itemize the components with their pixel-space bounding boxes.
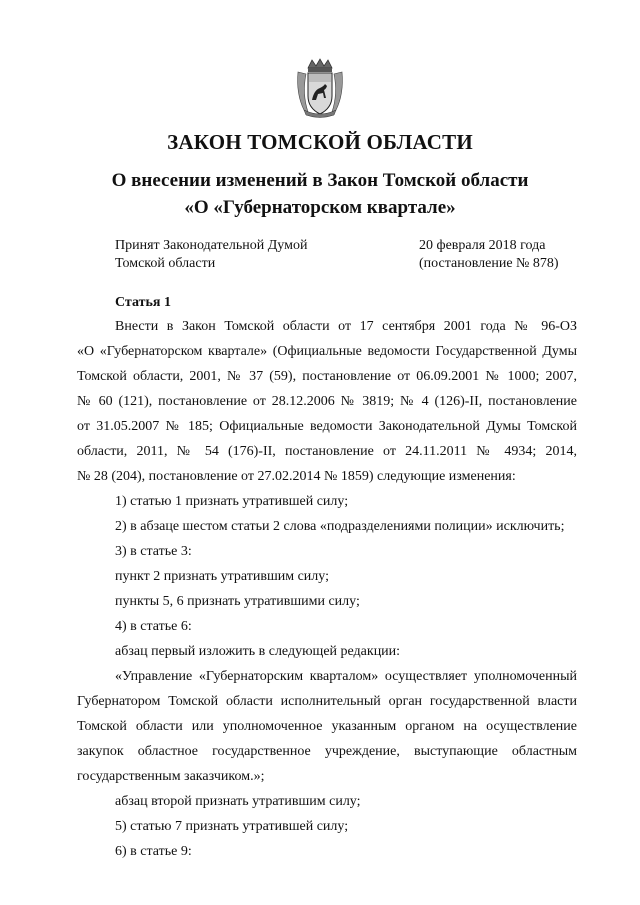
list-item: абзац второй признать утратившим силу; [115,794,361,809]
adoption-date-line-2: (постановление № 878) [419,256,559,271]
coat-of-arms-icon [294,58,346,118]
list-item: пункт 2 признать утратившим силу; [115,569,329,584]
adopted-by-line-1: Принят Законодательной Думой [115,238,308,253]
body-line: Томской области или уполномоченное указанным органом на осуществление [77,719,577,734]
list-item: 6) в статье 9: [115,844,192,859]
body-line: закупок областное государственное учреждение, выступающие областным [77,744,577,759]
list-item: абзац первый изложить в следующей редакции: [115,644,401,659]
list-item: пункты 5, 6 признать утратившими силу; [115,594,360,609]
article-title: Статья 1 [115,295,171,310]
list-item: 2) в абзаце шестом статьи 2 слова «подразделениями полиции» исключить; [115,519,565,534]
subtitle-line-1: О внесении изменений в Закон Томской области [111,170,529,191]
body-line: «Управление «Губернаторским кварталом» осуществляет уполномоченный [115,669,577,684]
list-item: 3) в статье 3: [115,544,192,559]
list-item: 5) статью 7 признать утратившей силу; [115,819,349,834]
body-line: Губернатором Томской области исполнительный орган государственной власти [77,694,577,709]
body-line: области, 2011, № 54 (176)-II, постановление от 24.11.2011 № 4934; 2014, [77,444,577,459]
list-item: 1) статью 1 признать утратившей силу; [115,494,349,509]
adopted-by-line-2: Томской области [115,256,216,271]
body-line: № 28 (204), постановление от 27.02.2014 № 1859) следующие изменения: [77,469,516,484]
body-line: государственным заказчиком.»; [77,769,265,784]
body-line: от 31.05.2007 № 185; Официальные ведомости Законодательной Думы Томской [77,419,577,434]
body-line: «О «Губернаторском квартале» (Официальные ведомости Государственной Думы [77,344,577,359]
body-line: Внести в Закон Томской области от 17 сентября 2001 года № 96-ОЗ [115,319,577,334]
adoption-date [419,237,559,273]
law-title: ЗАКОН ТОМСКОЙ ОБЛАСТИ [167,130,473,154]
body-line: № 60 (121), постановление от 28.12.2006 № 3819; № 4 (126)-II, постановление [77,394,577,409]
body-line: Томской области, 2001, № 37 (59), постановление от 06.09.2001 № 1000; 2007, [77,369,577,384]
subtitle-line-2: «О «Губернаторском квартале» [184,197,456,218]
adopted-by [115,237,307,273]
list-item: 4) в статье 6: [115,619,192,634]
adoption-date-line-1: 20 февраля 2018 года [419,238,546,253]
